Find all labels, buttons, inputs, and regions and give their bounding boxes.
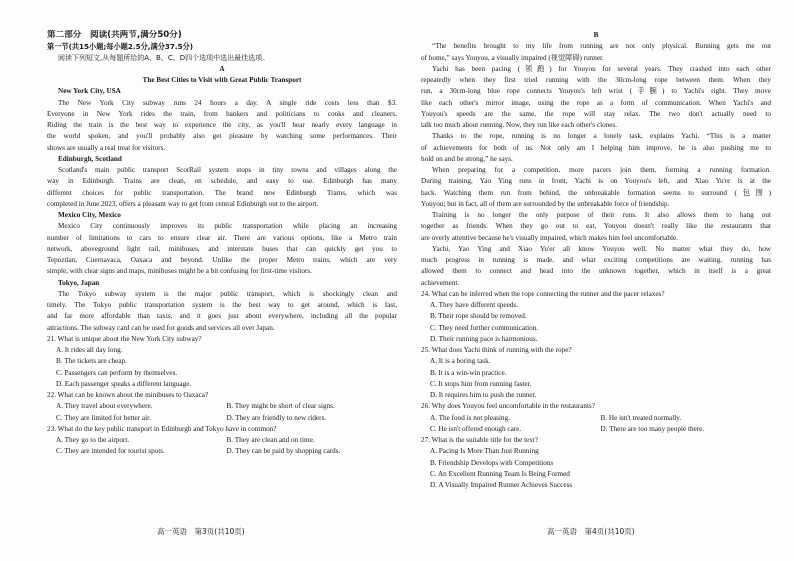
answer-option[interactable]: C. It stops him from running faster. — [430, 379, 532, 388]
answer-option[interactable]: C. An Excellent Running Team Is Being Formed — [430, 469, 570, 478]
question-stem: 21. What is unique about the New York City subway? — [47, 334, 202, 343]
body-line: During training, Yao Ying runs in front, Yachi is on Youyou's left, and Xiao Yu'er is at the — [421, 177, 771, 186]
answer-option[interactable]: B. Their rope should be removed. — [430, 312, 527, 321]
question-stem: 24. What can be inferred when the rope connecting the runner and the pacer relaxes? — [421, 289, 665, 298]
instruction: 阅读下列短文,从每题所给的A、B、C、D四个选项中选出最佳选项。 — [58, 53, 270, 62]
body-line: Riding the train is the best way to experience the city, as you'll hear nearly every language in — [47, 121, 397, 129]
body-line: Yachi has been pacing (领跑) for Youyou for several years. They crashed into each other — [432, 64, 771, 73]
footer-left: 高一英语 第3页(共10页) — [157, 527, 245, 536]
answer-option[interactable]: D. They can be paid by shopping cards. — [226, 447, 341, 456]
question-stem: 25. What does Yachi think of running with the rope? — [421, 346, 572, 354]
body-line: different choices for public transportation. The brand new Edinburgh Trams, which was — [47, 188, 397, 197]
body-line: shows are usually a real treat for visitors. — [47, 143, 166, 152]
answer-option[interactable]: D. There are too many people there. — [600, 424, 705, 433]
body-line: and far more affordable than taxis, and it goes just about everywhere, including all the popular — [47, 312, 397, 321]
answer-option[interactable]: D. A Visually Impaired Runner Achieves Success — [430, 481, 573, 489]
answer-option[interactable]: B. They are clean and on time. — [226, 436, 315, 444]
body-line: Tepoztlan, Cuernavaca, Oaxaca and beyond. Unlike the proper Metro trains, which are very — [47, 256, 397, 264]
body-line: of achievements for both of us. Not only am I helping him improve, he is also pushing me to — [421, 143, 771, 152]
body-line: repeatedly when they first tried running with the 30cm-long rope between them. When they — [421, 76, 771, 84]
body-line: Youyou's speeds are the same, the rope will stay relax. The two don't actually need to — [421, 109, 771, 118]
option-row — [421, 424, 771, 435]
city-heading: Tokyo, Japan — [58, 278, 100, 287]
body-line: completed in June 2023, offers a pleasant way to get from central Edinburgh out to the airport. — [47, 199, 319, 208]
body-line: hold on and be strong,” he says. — [421, 154, 513, 163]
section-title: 第二部分 阅读(共两节,满分50分) — [47, 30, 182, 40]
body-line: Yachi, Yao Ying and Xiao Yu'er all know Youyou well. No matter what they do, how — [432, 244, 771, 253]
body-line: back. Watching them run from behind, the unbreakable formation seems to surround (包围) — [421, 188, 771, 197]
body-line: allowed them to connect and head into the unknown together, which in itself is a great — [421, 267, 771, 276]
answer-option[interactable]: A. It is a boring task. — [430, 357, 491, 366]
option-row — [47, 401, 397, 412]
option-row — [47, 413, 397, 424]
answer-option[interactable]: B. It is a win-win practice. — [430, 368, 507, 377]
question-stem: 23. What do the key public transport in Edinburgh and Tokyo have in common? — [47, 424, 277, 433]
body-line: Everyone in New York rides the train, from bankers and politicians to cooks and cleaners. — [47, 109, 397, 118]
answer-option[interactable]: D. Each passenger speaks a different language. — [56, 379, 192, 388]
body-line: The New York City subway runs 24 hours a day. A single ride costs less than $3. — [58, 98, 397, 107]
answer-option[interactable]: B. He isn't treated normally. — [600, 413, 682, 422]
answer-option[interactable]: A. Pacing Is More Than Just Running — [430, 447, 539, 456]
answer-option[interactable]: B. Friendship Develops with Competitions — [430, 458, 554, 467]
answer-option[interactable]: C. They are limited for better air. — [56, 413, 151, 422]
answer-option[interactable]: A. They go to the airport. — [56, 436, 130, 444]
answer-option[interactable]: D. They are friendly to new riders. — [226, 413, 327, 422]
body-line: “The benefits brought to my life from running are not only physical. Running gets me out — [432, 42, 771, 51]
passage-title: The Best Cities to Visit with Great Public Transport — [142, 76, 302, 84]
answer-option[interactable]: D. It requires him to push the runner. — [430, 391, 537, 399]
answer-option[interactable]: D. Their running pace is harmonious. — [430, 334, 538, 343]
question-stem: 22. What can be known about the minibuses to Oaxaca? — [47, 391, 209, 399]
passage-label: B — [593, 31, 599, 39]
option-row — [47, 446, 397, 457]
left-column — [47, 30, 397, 458]
answer-option[interactable]: B. They might be short of clear signs. — [226, 402, 335, 411]
body-line: talk too much about running. Now, they run like each other's clones. — [421, 121, 618, 129]
body-line: achievement. — [421, 278, 460, 287]
answer-option[interactable]: B. The tickets are cheap. — [56, 357, 127, 366]
body-line: Training is no longer the only purpose of their runs. It also allows them to hang out — [432, 211, 771, 219]
body-line: together as friends. When they go out to eat, Youyou doesn't really like the restaurants that — [421, 222, 771, 231]
body-line: number of limitations to cars to ensure clear air. There are various options, like a Metro train — [47, 233, 397, 242]
answer-option[interactable]: C. Passengers can perform by themselves. — [56, 368, 178, 377]
answer-option[interactable]: A. The food is not pleasing. — [430, 413, 510, 422]
body-line: like each other's mirror image, using the rope as a form of communication. When Yachi's and — [421, 98, 771, 107]
city-heading: Mexico City, Mexico — [58, 211, 121, 219]
body-line: Thanks to the rope, running is no longer a lonely task, explains Yachi. “This is a matter — [432, 132, 771, 141]
body-line: The Tokyo subway system is the major public transport, which is shockingly clean and — [58, 289, 397, 298]
body-line: Scotland's main public transport ScotRail system stops in tiny towns and villages along the — [58, 166, 397, 174]
body-line: attractions. The subway card can be used for goods and services all over Japan. — [47, 323, 275, 332]
body-line: simple, with clear signs and maps, minibuses might be a bit confusing for first-time visitors. — [47, 267, 312, 276]
body-line: run, a 30cm-long blue rope connects Youyou's left wrist (手腕) to Yachi's right. They move — [421, 87, 771, 96]
passage-label: A — [219, 64, 225, 73]
city-heading: Edinburgh, Scotland — [58, 154, 122, 163]
answer-option[interactable]: C. They are intended for tourist spots. — [56, 447, 165, 456]
body-line: way in Edinburgh. Trains are clean, on schedule, and easy to use. Edinburgh has many — [47, 177, 397, 186]
body-line: timely. The Tokyo public transportation system is the best way to get around, which is fast, — [47, 301, 397, 309]
body-line: Youyou; but in fact, all of them are surrounded by the unbreakable force of friendship. — [421, 199, 670, 208]
answer-option[interactable]: A. They travel about everywhere. — [56, 402, 153, 411]
part-title: 第一节(共15小题;每小题2.5分,满分37.5分) — [47, 42, 194, 52]
right-column — [421, 30, 771, 491]
answer-option[interactable]: C. They need further communication. — [430, 323, 539, 332]
answer-option[interactable]: A. It rides all day long. — [56, 346, 123, 354]
body-line: Mexico City continuously improves its public transportation while placing an increasing — [58, 222, 397, 231]
body-line: much progress in running is made, and what exciting competitions are waiting, running has — [421, 256, 771, 264]
body-line: network, aboveground light rail, minibuses, and interstate buses that can quickly get you to — [47, 244, 397, 253]
footer-right: 高一英语 第4页(共10页) — [547, 527, 635, 536]
question-stem: 27. What is the suitable title for the text? — [421, 436, 539, 444]
answer-option[interactable]: A. They have different speeds. — [430, 301, 518, 309]
body-line: of home,” says Youyou, a visually impaired (视觉障碍) runner. — [421, 53, 604, 62]
city-heading: New York City, USA — [58, 87, 121, 96]
body-line: the world spoken, and you'll probably also get pleasure by watching some performances. Their — [47, 132, 397, 141]
answer-option[interactable]: C. He isn't offered enough care. — [430, 424, 522, 433]
body-line: When preparing for a competition, more pacers join them, forming a running formation. — [432, 166, 771, 174]
body-line: are overly attentive because he's visually impaired, which makes him feel uncomfortable. — [421, 233, 678, 242]
option-row — [421, 413, 771, 424]
question-stem: 26. Why does Youyou feel uncomfortable in the restaurants? — [421, 402, 595, 411]
option-row — [47, 435, 397, 446]
